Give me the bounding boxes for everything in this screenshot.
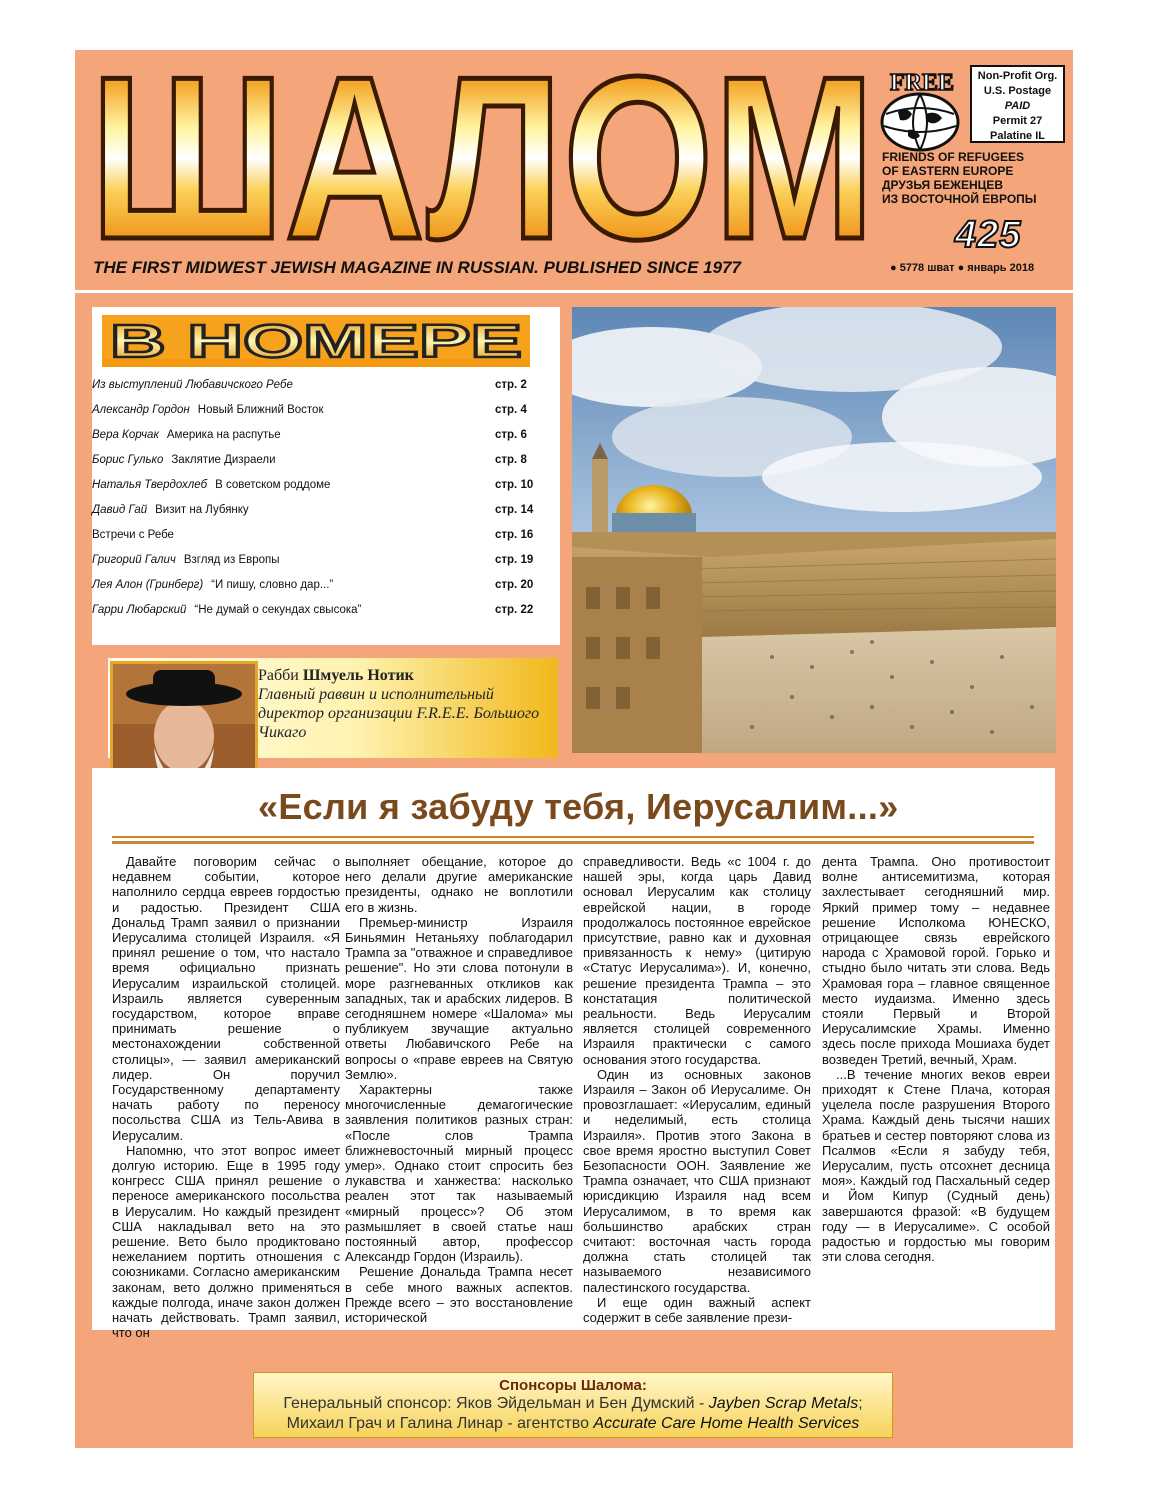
article-paragraph: Напомню, что этот вопрос имеет долгую историю. Еще в 1995 году конгресс США принял решение о переносе американского посольства в Иерусалим. Но каждый президент США накладывал вето на это решение. Вето было продиктовано нежеланием портить отношения с союзниками. Согласно американским законам, вето должно применяться каждые полгода, иначе закон должен начать действовать. Трамп заявил, что он bbox=[112, 1142, 340, 1341]
article-column bbox=[583, 854, 811, 1325]
article-paragraph: Давайте поговорим сейчас о недавнем событии, которое наполнило сердца евреев гордостью и радостью. Президент США Дональд Трамп заявил о признании Иерусалима столицей Израиля. «Я принял решение о том, что настало время официально признать Иерусалим израильской столицей. Израиль является суверенным государством, которое вправе принимать решение о местонахождении собственной столицы», — заявил американский лидер. Он поручил Государственному департаменту начать работу по переносу посольства США из Тель-Авива в Иерусалим. bbox=[112, 854, 340, 1143]
issue-number: 425 bbox=[955, 214, 1022, 256]
article-column bbox=[112, 854, 340, 1341]
sponsor-company: Accurate Care Home Health Services bbox=[593, 1415, 860, 1432]
sponsor-company: Jayben Scrap Metals bbox=[708, 1395, 859, 1412]
sponsor-text: Генеральный спонсор: Яков Эйдельман и Бен Думский - bbox=[283, 1395, 709, 1412]
sponsors-line bbox=[254, 1414, 892, 1434]
contents-item-page: стр. 22 bbox=[495, 604, 534, 616]
contents-item[interactable] bbox=[92, 475, 560, 500]
contents-item-author: Александр Гордон bbox=[92, 404, 190, 416]
contents-item-author: Из выступлений Любавичского Ребе bbox=[92, 379, 293, 391]
rabbi-role: Главный раввин и исполнительный директор организации F.R.E.E. Большого Чикаго bbox=[258, 686, 540, 741]
article-paragraph: дента Трампа. Оно противостоит волне антисемитизма, которая захлестывает сегодняшний мир. Яркий пример тому – недавнее решение Исполкома ЮНЕСКО, отрицающее связь еврейского народа с Храмовой горой. Горько и стыдно было читать эти слова. Ведь Храмовая гора – главное священное место иудаизма. Именно здесь стояли Первый и Второй Иерусалимские Храмы. Именно здесь после прихода Мошиаха будет возведен Третий, вечный, Храм. bbox=[822, 854, 1050, 1067]
table-of-contents bbox=[92, 307, 560, 645]
contents-item-page: стр. 10 bbox=[495, 479, 534, 491]
contents-item[interactable] bbox=[92, 500, 560, 525]
article-paragraph: Решение Дональда Трампа несет в себе много важных аспектов. Прежде всего – это восстановление исторической bbox=[345, 1264, 573, 1326]
shalom-logo bbox=[90, 62, 880, 252]
sponsors-box bbox=[253, 1372, 893, 1438]
postage-line: Permit 27 bbox=[992, 115, 1043, 127]
rabbi-name: Шмуель Нотик bbox=[302, 667, 414, 684]
contents-item[interactable] bbox=[92, 450, 560, 475]
contents-item-page: стр. 14 bbox=[495, 504, 534, 516]
rabbi-caption bbox=[258, 666, 548, 742]
logo-text: ШАЛОМ bbox=[90, 62, 875, 252]
article-column bbox=[822, 854, 1050, 1264]
jerusalem-western-wall-photo bbox=[572, 307, 1056, 753]
contents-item[interactable] bbox=[92, 400, 560, 425]
contents-item-title: Взгляд из Европы bbox=[183, 554, 280, 566]
sponsor-text: ; bbox=[858, 1395, 863, 1412]
contents-item[interactable] bbox=[92, 375, 560, 400]
org-line: ДРУЗЬЯ БЕЖЕНЦЕВ bbox=[882, 178, 1004, 192]
contents-item[interactable] bbox=[92, 600, 560, 625]
postage-line: U.S. Postage bbox=[983, 85, 1052, 97]
org-line: ИЗ ВОСТОЧНОЙ ЕВРОПЫ bbox=[882, 192, 1037, 206]
article-paragraph: ...В течение многих веков евреи приходят к Стене Плача, которая уцелела после разрушения Второго Храма. Каждый день тысячи наших братьев и сестер повторяют слова из Псалмов «Если я забуду тебя, Иерусалим, пусть отсохнет десница моя». Каждый год Пасхальный седер и Йом Кипур (Судный день) завершаются фразой: «В будущем году — в Иерусалиме». С особой радостью и гордостью мы говорим эти слова сегодня. bbox=[822, 1066, 1050, 1265]
contents-item-page: стр. 16 bbox=[495, 529, 534, 541]
headline-rule bbox=[112, 836, 1034, 847]
free-globe-emblem bbox=[868, 64, 968, 154]
contents-item-author: Вера Корчак bbox=[92, 429, 159, 441]
article-paragraph: Один из основных законов Израиля – Закон об Иерусалиме. Он провозглашает: «Иерусалим, единый и неделимый, есть столица Израиля». Против этого Закона в свое время яростно выступил Совет Безопасности ООН. Заявление же Трампа означает, что США признают юрисдикцию Израиля над всем Иерусалимом, в то время как большинство арабских стран считают: восточная часть города должна стать столицей так называемого независимого палестинского государства. bbox=[583, 1066, 811, 1295]
contents-item-title: Новый Ближний Восток bbox=[197, 404, 324, 416]
article-headline: «Если я забуду тебя, Иерусалим...» bbox=[258, 786, 899, 827]
contents-item-page: стр. 19 bbox=[495, 554, 534, 566]
masthead-divider bbox=[75, 290, 1073, 293]
contents-item-author: Лея Алон (Гринберг) bbox=[92, 579, 204, 591]
sponsor-text: Михаил Грач и Галина Линар - агентство bbox=[286, 1415, 594, 1432]
article-paragraph: выполняет обещание, которое до него делали другие американские президенты, однако не воплотили его в жизнь. bbox=[345, 854, 573, 915]
postage-line: Non-Profit Org. bbox=[977, 70, 1058, 82]
contents-item[interactable] bbox=[92, 425, 560, 450]
contents-item-page: стр. 20 bbox=[495, 579, 534, 591]
contents-item-author: Григорий Галич bbox=[92, 554, 176, 566]
contents-item-page: стр. 6 bbox=[495, 429, 527, 441]
contents-item[interactable] bbox=[92, 525, 560, 550]
contents-item-title: “Не думай о секундах свысока” bbox=[194, 604, 362, 616]
free-badge-text: FREE bbox=[890, 70, 955, 96]
article-paragraph: Премьер-министр Израиля Биньямин Нетаньяху поблагодарил Трампа за "отважное и справедливое решение". Но эти слова потонули в море разгневанных откликов как западных, так и арабских лидеров. В сегодняшнем номере «Шалома» мы публикуем звучащие актуально ответы Любавичского Ребе на вопросы о «праве евреев на Святую Землю». bbox=[345, 914, 573, 1082]
postage-line: PAID bbox=[1004, 100, 1031, 112]
contents-item-title: В советском роддоме bbox=[215, 479, 331, 491]
contents-item-page: стр. 8 bbox=[495, 454, 527, 466]
rabbi-prefix: Рабби bbox=[258, 667, 303, 684]
contents-item-title: Заклятие Дизраели bbox=[171, 454, 276, 466]
article-paragraph: Характерны также многочисленные демагогические заявления политиков разных стран: «После слов Трампа ближневосточный мирный процесс умер». Однако стоит спросить без лукавства и ханжества: насколько реален этот так называемый «мирный процесс»? Об этом размышляет в своей статье наш постоянный автор, профессор Александр Гордон (Израиль). bbox=[345, 1082, 573, 1265]
sponsors-title: Спонсоры Шалома: bbox=[499, 1377, 647, 1394]
issue-date: ● 5778 шват ● январь 2018 bbox=[890, 262, 1035, 274]
contents-list bbox=[92, 375, 560, 625]
contents-title bbox=[102, 315, 530, 367]
organization-name bbox=[882, 150, 1072, 206]
contents-item-title: Визит на Лубянку bbox=[155, 504, 249, 516]
org-line: FRIENDS OF REFUGEES bbox=[882, 150, 1025, 164]
article-paragraph: справедливости. Ведь «с 1004 г. до нашей эры, когда царь Давид основал Иерусалим как столицу еврейской нации, в городе продолжалось постоянное еврейское присутствие, равно как и духовная привязанность к нему» (цитирую «Статус Иерусалима»). И, конечно, решение президента Трампа – это констатация политической реальности. Ведь Иерусалим является столицей современного Израиля практически с самого основания этого государства. bbox=[583, 854, 811, 1067]
org-line: OF EASTERN EUROPE bbox=[882, 164, 1014, 178]
contents-item-author: Наталья Твердохлеб bbox=[92, 479, 208, 491]
contents-item[interactable] bbox=[92, 550, 560, 575]
contents-item-author: Гарри Любарский bbox=[92, 604, 187, 616]
contents-title-text: В НОМЕРЕ bbox=[110, 315, 522, 367]
contents-item-title: Встречи с Ребе bbox=[92, 529, 174, 541]
contents-item-author: Борис Гулько bbox=[92, 454, 164, 466]
contents-item-page: стр. 2 bbox=[495, 379, 527, 391]
sponsors-line bbox=[254, 1394, 892, 1414]
article-paragraph: И еще один важный аспект содержит в себе заявление прези- bbox=[583, 1294, 811, 1326]
contents-item-page: стр. 4 bbox=[495, 404, 527, 416]
contents-item-title: Америка на распутье bbox=[166, 429, 281, 441]
postage-line: Palatine IL bbox=[989, 130, 1046, 142]
contents-item[interactable] bbox=[92, 575, 560, 600]
postage-box bbox=[970, 65, 1065, 143]
article-column bbox=[345, 854, 573, 1325]
contents-item-author: Давид Гай bbox=[92, 504, 148, 516]
contents-item-title: “И пишу, словно дар...” bbox=[211, 579, 334, 591]
tagline: THE FIRST MIDWEST JEWISH MAGAZINE IN RUSSIAN. PUBLISHED SINCE 1977 bbox=[93, 258, 741, 277]
